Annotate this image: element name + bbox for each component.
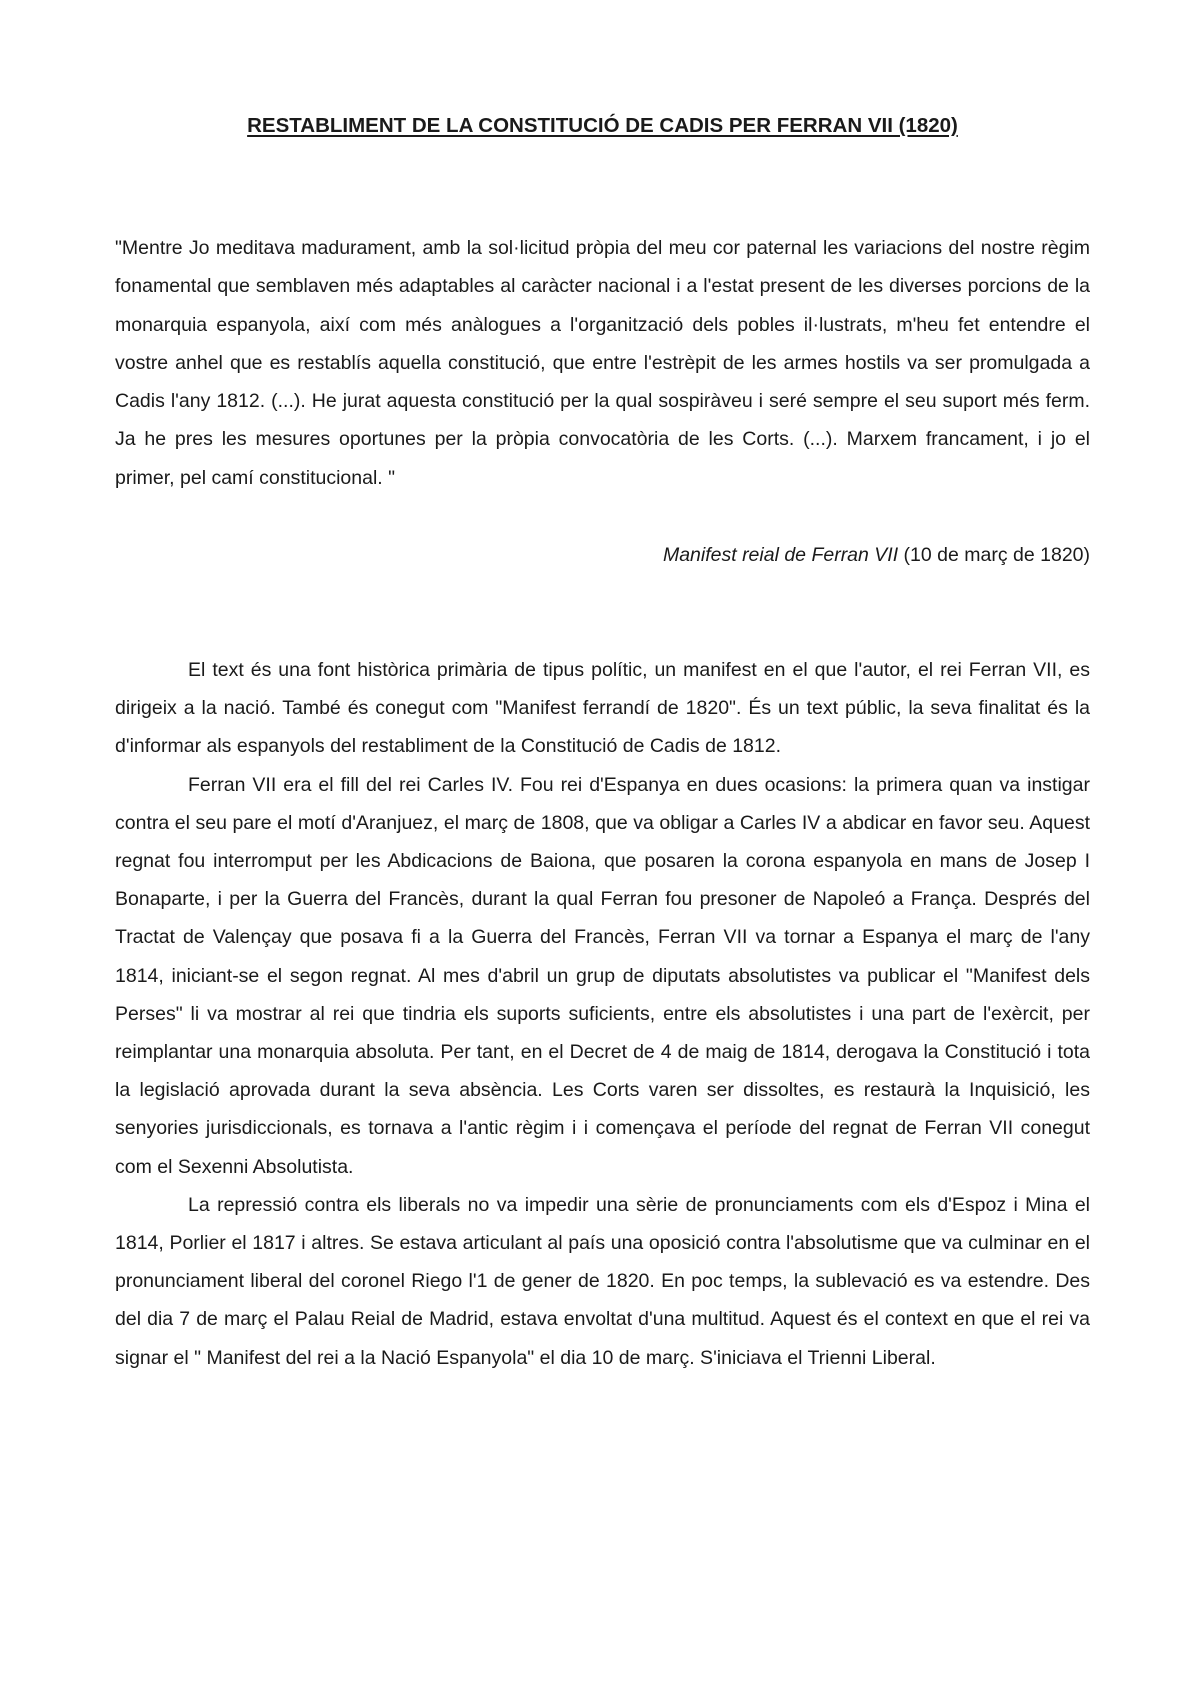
commentary-body — [115, 651, 1090, 1377]
paragraph-3: La repressió contra els liberals no va impedir una sèrie de pronunciaments com els d'Espoz i Mina el 1814, Porlier el 1817 i altres. Se estava articulant al país una oposició contra l'absolutisme que va culminar en el pronunciament liberal del coronel Riego l'1 de gener de 1820. En poc temps, la sublevació es va estendre. Des del dia 7 de març el Palau Reial de Madrid, estava envoltat d'una multitud. Aquest és el context en que el rei va signar el " Manifest del rei a la Nació Espanyola" el dia 10 de març. S'iniciava el Trienni Liberal. — [115, 1193, 1090, 1369]
attribution-date: (10 de març de 1820) — [898, 544, 1090, 566]
paragraph-1: El text és una font històrica primària de tipus polític, un manifest en el que l'autor, el rei Ferran VII, es dirigeix a la nació. També és conegut com "Manifest ferrandí de 1820". És un text públic, la seva finalitat és la d'informar als espanyols del restabliment de la Constitució de Cadis de 1812. — [115, 659, 1090, 758]
quote-attribution — [115, 536, 1090, 574]
attribution-source: Manifest reial de Ferran VII — [662, 544, 899, 566]
quoted-manifest-text: "Mentre Jo meditava madurament, amb la sol·licitud pròpia del meu cor paternal les variacions del nostre règim fonamental que semblaven més adaptables al caràcter nacional i a l'estat present de les diverses porcions de la monarquia espanyola, així com més anàlogues a l'organització dels pobles il·lustrats, m'heu fet entendre el vostre anhel que es restablís aquella constitució, que entre l'estrèpit de les armes hostils va ser promulgada a Cadis l'any 1812. (...). He jurat aquesta constitució per la qual sospiràveu i seré sempre el seu suport més ferm. Ja he pres les mesures oportunes per la pròpia convocatòria de les Corts. (...). Marxem francament, i jo el primer, pel camí constitucional. " — [115, 237, 1090, 489]
document-title: RESTABLIMENT DE LA CONSTITUCIÓ DE CADIS PER FERRAN VII (1820) — [247, 114, 958, 137]
paragraph-2: Ferran VII era el fill del rei Carles IV. Fou rei d'Espanya en dues ocasions: la primera quan va instigar contra el seu pare el motí d'Aranjuez, el març de 1808, que va obligar a Carles IV a abdicar en favor seu. Aquest regnat fou interromput per les Abdicacions de Baiona, que posaren la corona espanyola en mans de Josep I Bonaparte, i per la Guerra del Francès, durant la qual Ferran fou presoner de Napoleó a França. Després del Tractat de Valençay que posava fi a la Guerra del Francès, Ferran VII va tornar a Espanya el març de l'any 1814, iniciant-se el segon regnat. Al mes d'abril un grup de diputats absolutistes va publicar el "Manifest dels Perses" li va mostrar al rei que tindria els suports suficients, entre els absolutistes i una part de l'exèrcit, per reimplantar una monarquia absoluta. Per tant, en el Decret de 4 de maig de 1814, derogava la Constitució i tota la legislació aprovada durant la seva absència. Les Corts varen ser dissoltes, es restaurà la Inquisició, les senyories jurisdiccionals, es tornava a l'antic règim i i començava el període del regnat de Ferran VII conegut com el Sexenni Absolutista. — [115, 773, 1090, 1178]
